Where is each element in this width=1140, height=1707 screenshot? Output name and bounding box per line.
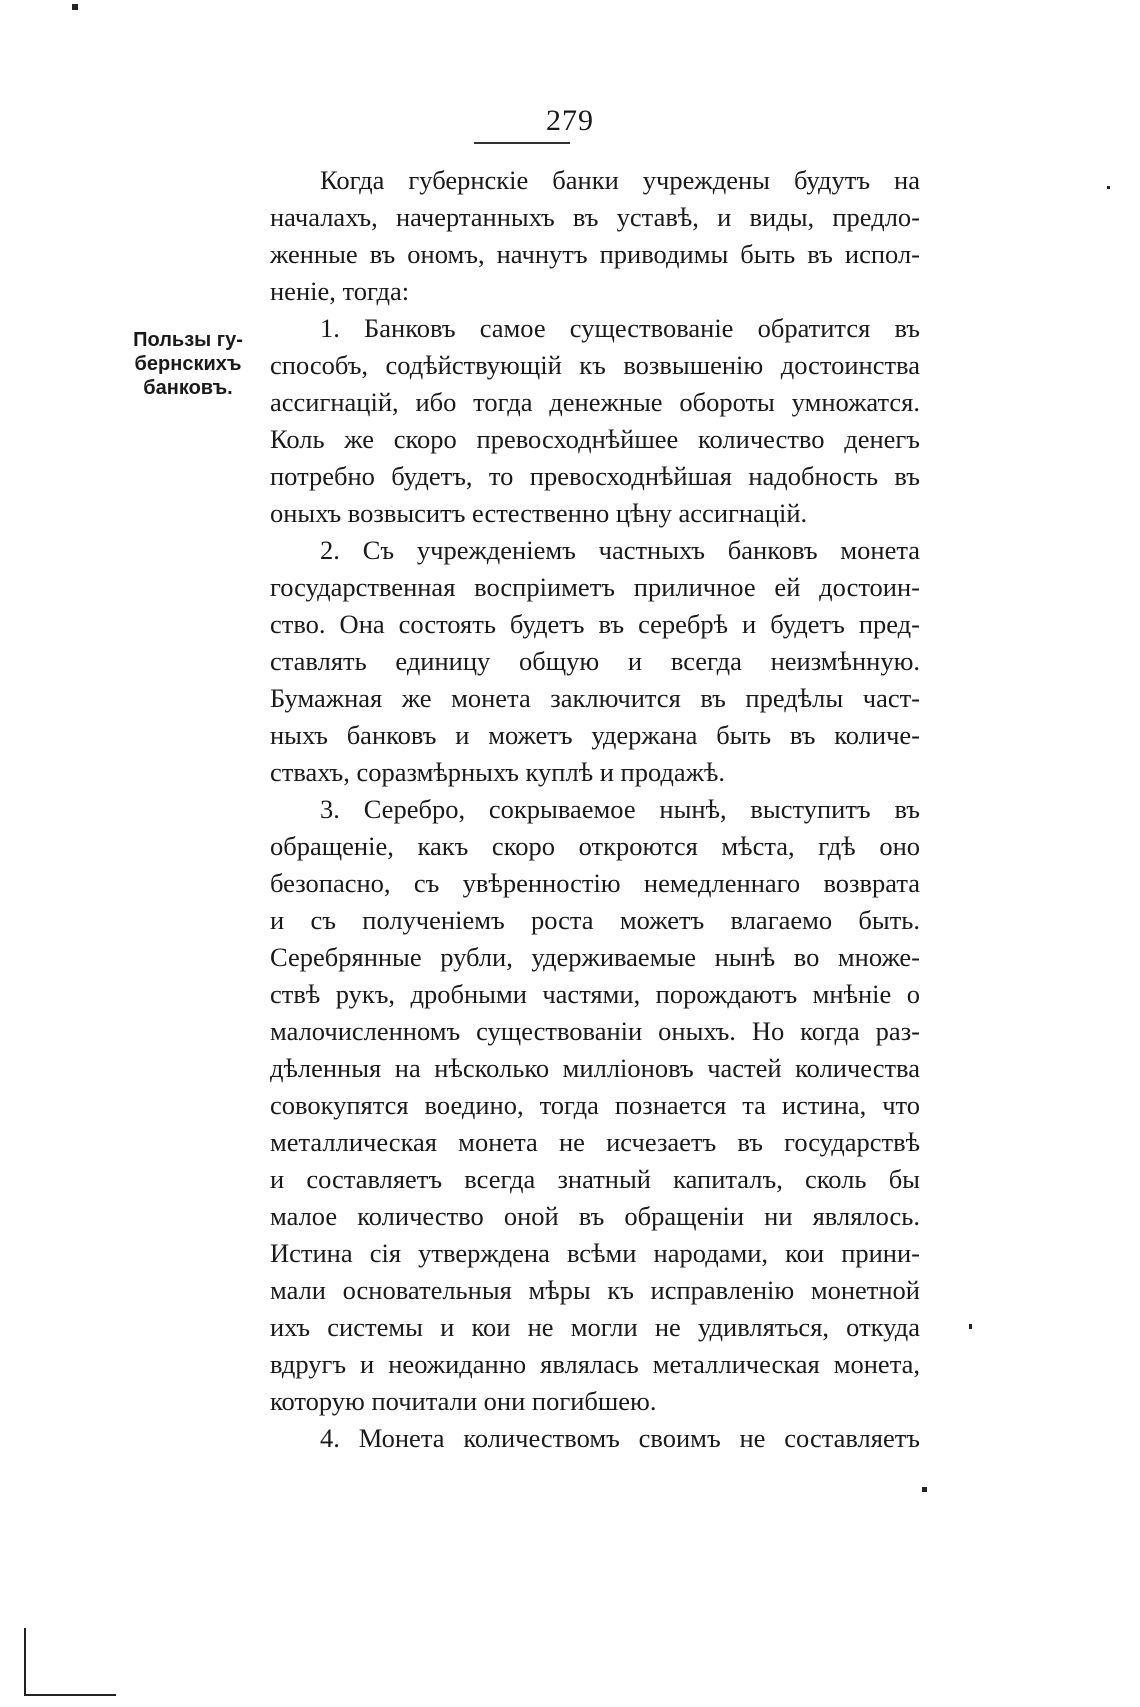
paragraph (270, 310, 920, 532)
scan-corner-mark (24, 1694, 116, 1696)
margin-note-line: банковъ. (143, 377, 233, 399)
text-line: малое количество оной въ обращеніи ни являлось. (270, 1201, 920, 1231)
text-line: Бумажная же монета заключится въ предѣлы част- (270, 683, 920, 713)
margin-note-line: Пользы гу- (133, 329, 243, 351)
text-line: металлическая монета не исчезаетъ въ государствѣ (270, 1127, 920, 1157)
text-line: дѣленныя на нѣсколько милліоновъ частей количества (270, 1053, 920, 1083)
text-line: неніе, тогда: (270, 276, 410, 306)
text-line: 4. Монета количествомъ своимъ не составляетъ (320, 1423, 920, 1453)
page-number-rule (474, 142, 570, 144)
paragraph (270, 162, 920, 310)
text-line: государственная воспріиметъ приличное ей достоин- (270, 572, 920, 602)
text-line: и съ полученіемъ роста можетъ влагаемо быть. (270, 905, 920, 935)
text-line: способъ, содѣйствующій къ возвышенію достоинства (270, 350, 920, 380)
text-line: ассигнацій, ибо тогда денежные обороты умножатся. (270, 387, 920, 417)
paragraph (270, 1420, 920, 1457)
text-line: Истина сія утверждена всѣми народами, кои прини- (270, 1238, 920, 1268)
text-line: потребно будетъ, то превосходнѣйшая надобность въ (270, 461, 920, 491)
text-line: 1. Банковъ самое существованіе обратится въ (320, 313, 920, 343)
scan-speck (969, 1324, 972, 1329)
text-line: началахъ, начертанныхъ въ уставѣ, и виды, предло- (270, 202, 920, 232)
scan-speck (72, 4, 78, 10)
text-line: Коль же скоро превосходнѣйшее количество денегъ (270, 424, 920, 454)
page-number: 279 (546, 104, 594, 137)
text-line: 2. Съ учрежденіемъ частныхъ банковъ монета (320, 535, 920, 565)
text-line: ставлять единицу общую и всегда неизмѣнную. (270, 646, 920, 676)
scan-corner-mark (24, 1628, 26, 1696)
margin-note (118, 328, 258, 400)
paragraph (270, 791, 920, 1420)
text-line: ныхъ банковъ и можетъ удержана быть въ количе- (270, 720, 920, 750)
text-line: ство. Она состоять будетъ въ серебрѣ и будетъ пред- (270, 609, 920, 639)
text-line: ствахъ, соразмѣрныхъ куплѣ и продажѣ. (270, 757, 726, 787)
text-line: и составляетъ всегда знатный капиталъ, сколь бы (270, 1164, 920, 1194)
text-line: вдругъ и неожиданно являлась металлическая монета, (270, 1349, 920, 1379)
scan-speck (922, 1487, 927, 1492)
text-line: ихъ системы и кои не могли не удивляться, откуда (270, 1312, 920, 1342)
text-line: совокупятся воедино, тогда познается та истина, что (270, 1090, 920, 1120)
text-line: Когда губернскіе банки учреждены будутъ на (320, 165, 920, 195)
text-line: малочисленномъ существованіи оныхъ. Но когда раз- (270, 1016, 920, 1046)
text-line: женные въ ономъ, начнутъ приводимы быть въ испол- (270, 239, 920, 269)
text-line: 3. Серебро, сокрываемое нынѣ, выступитъ въ (320, 794, 920, 824)
text-line: которую почитали они погибшею. (270, 1386, 657, 1416)
paragraph (270, 532, 920, 791)
text-line: безопасно, съ увѣренностію немедленнаго возврата (270, 868, 920, 898)
text-line: Серебрянные рубли, удерживаемые нынѣ во множе- (270, 942, 920, 972)
text-line: ствѣ рукъ, дробными частями, порождаютъ мнѣніе о (270, 979, 920, 1009)
text-line: обращеніе, какъ скоро откроются мѣста, гдѣ оно (270, 831, 920, 861)
margin-note-line: бернскихъ (134, 353, 242, 375)
scan-speck (1107, 186, 1110, 189)
text-line: мали основательныя мѣры къ исправленію монетной (270, 1275, 920, 1305)
text-line: оныхъ возвыситъ естественно цѣну ассигнацій. (270, 498, 808, 528)
